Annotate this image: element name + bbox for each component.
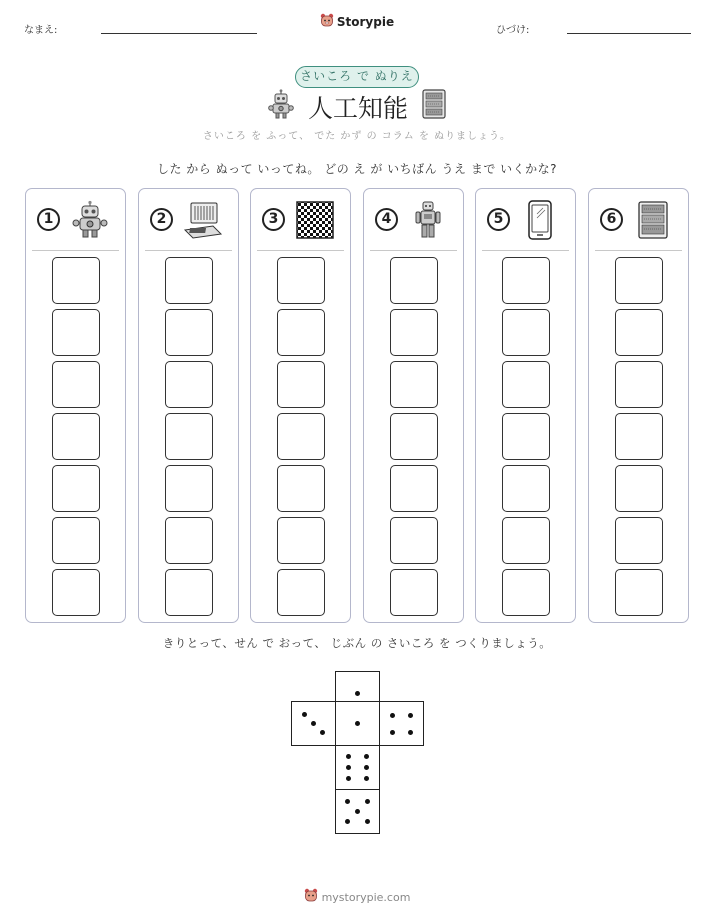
color-cell[interactable] (52, 413, 100, 460)
die-pip (365, 799, 370, 804)
instruction-bottom: きりとって、せん で おって、 じぶん の さいころ を つくりましょう。 (162, 636, 552, 650)
robot-title-icon (268, 89, 294, 125)
date-line (567, 33, 691, 34)
die-pip (364, 754, 369, 759)
name-label: なまえ: (24, 25, 58, 36)
column-4 (363, 188, 464, 623)
color-cell[interactable] (502, 309, 550, 356)
die-pip (346, 776, 351, 781)
die-face-center (335, 701, 380, 746)
color-cell[interactable] (165, 569, 213, 616)
column-number: 1 (37, 208, 60, 231)
column-number: 2 (150, 208, 173, 231)
color-cell[interactable] (165, 465, 213, 512)
color-cell[interactable] (165, 361, 213, 408)
footer-url[interactable]: mystorypie.com (321, 891, 411, 904)
die-pip (345, 799, 350, 804)
color-cell[interactable] (390, 413, 438, 460)
subtitle: さいころ を ふって、 でた かず の コラム を ぬりましょう。 (202, 131, 512, 142)
footer (0, 888, 714, 907)
color-cell[interactable] (52, 309, 100, 356)
die-pip (390, 713, 395, 718)
die-face-2 (291, 701, 336, 746)
color-cell[interactable] (277, 517, 325, 564)
laptop-icon (183, 200, 223, 240)
die-pip (408, 730, 413, 735)
column-divider (595, 250, 682, 251)
die-pip (346, 765, 351, 770)
color-cell[interactable] (165, 257, 213, 304)
color-cell[interactable] (502, 257, 550, 304)
die-pip (355, 691, 360, 696)
color-cell[interactable] (615, 465, 663, 512)
column-divider (32, 250, 119, 251)
color-cell[interactable] (165, 517, 213, 564)
column-number: 4 (375, 208, 398, 231)
column-divider (370, 250, 457, 251)
color-cell[interactable] (502, 413, 550, 460)
color-cell[interactable] (390, 361, 438, 408)
die-pip (311, 721, 316, 726)
column-divider (257, 250, 344, 251)
color-cell[interactable] (52, 257, 100, 304)
color-cell[interactable] (502, 569, 550, 616)
smartphone-icon (520, 200, 560, 240)
color-cell[interactable] (52, 465, 100, 512)
die-pip (302, 712, 307, 717)
server-title-icon (422, 89, 446, 125)
color-cell[interactable] (502, 517, 550, 564)
die-face-6 (335, 745, 380, 790)
brand (0, 13, 714, 32)
humanoid-robot-icon (408, 200, 448, 240)
instruction-top: した から ぬって いってね。 どの え が いちばん うえ まで いくかな? (156, 162, 558, 176)
color-cell[interactable] (165, 413, 213, 460)
die-pip (355, 721, 360, 726)
column-divider (145, 250, 232, 251)
color-cell[interactable] (277, 569, 325, 616)
server-rack-icon (633, 200, 673, 240)
die-pip (320, 730, 325, 735)
color-cell[interactable] (390, 569, 438, 616)
column-number: 5 (487, 208, 510, 231)
title-text: 人工知能 (307, 94, 408, 123)
color-cell[interactable] (277, 257, 325, 304)
color-cell[interactable] (615, 361, 663, 408)
die-pip (364, 776, 369, 781)
color-cell[interactable] (165, 309, 213, 356)
die-pip (346, 754, 351, 759)
storypie-footer-logo-icon (304, 888, 318, 907)
color-cell[interactable] (390, 465, 438, 512)
color-cell[interactable] (615, 413, 663, 460)
die-face-4 (379, 701, 424, 746)
brand-name: Storypie (336, 15, 395, 29)
die-pip (390, 730, 395, 735)
checkerboard-icon (295, 200, 335, 240)
color-cell[interactable] (615, 569, 663, 616)
die-face-5 (335, 789, 380, 834)
die-pip (408, 713, 413, 718)
color-cell[interactable] (390, 517, 438, 564)
column-number: 6 (600, 208, 623, 231)
color-cell[interactable] (277, 465, 325, 512)
column-number: 3 (262, 208, 285, 231)
color-cell[interactable] (52, 569, 100, 616)
column-5 (475, 188, 576, 623)
column-6 (588, 188, 689, 623)
color-cell[interactable] (52, 517, 100, 564)
color-cell[interactable] (615, 309, 663, 356)
page-title (0, 89, 714, 125)
die-pip (365, 819, 370, 824)
color-cell[interactable] (615, 517, 663, 564)
storypie-logo-icon (320, 13, 334, 32)
column-3 (250, 188, 351, 623)
column-divider (482, 250, 569, 251)
column-1 (25, 188, 126, 623)
color-cell[interactable] (502, 361, 550, 408)
die-pip (345, 819, 350, 824)
activity-badge: さいころ で ぬりえ (295, 66, 419, 88)
name-line (101, 33, 257, 34)
die-pip (355, 809, 360, 814)
color-cell[interactable] (277, 413, 325, 460)
die-pip (364, 765, 369, 770)
column-2 (138, 188, 239, 623)
color-cell[interactable] (52, 361, 100, 408)
color-cell[interactable] (615, 257, 663, 304)
color-cell[interactable] (390, 257, 438, 304)
color-cell[interactable] (502, 465, 550, 512)
date-label: ひづけ: (496, 25, 530, 36)
color-cell[interactable] (390, 309, 438, 356)
robot-icon (70, 200, 110, 240)
color-cell[interactable] (277, 361, 325, 408)
color-cell[interactable] (277, 309, 325, 356)
